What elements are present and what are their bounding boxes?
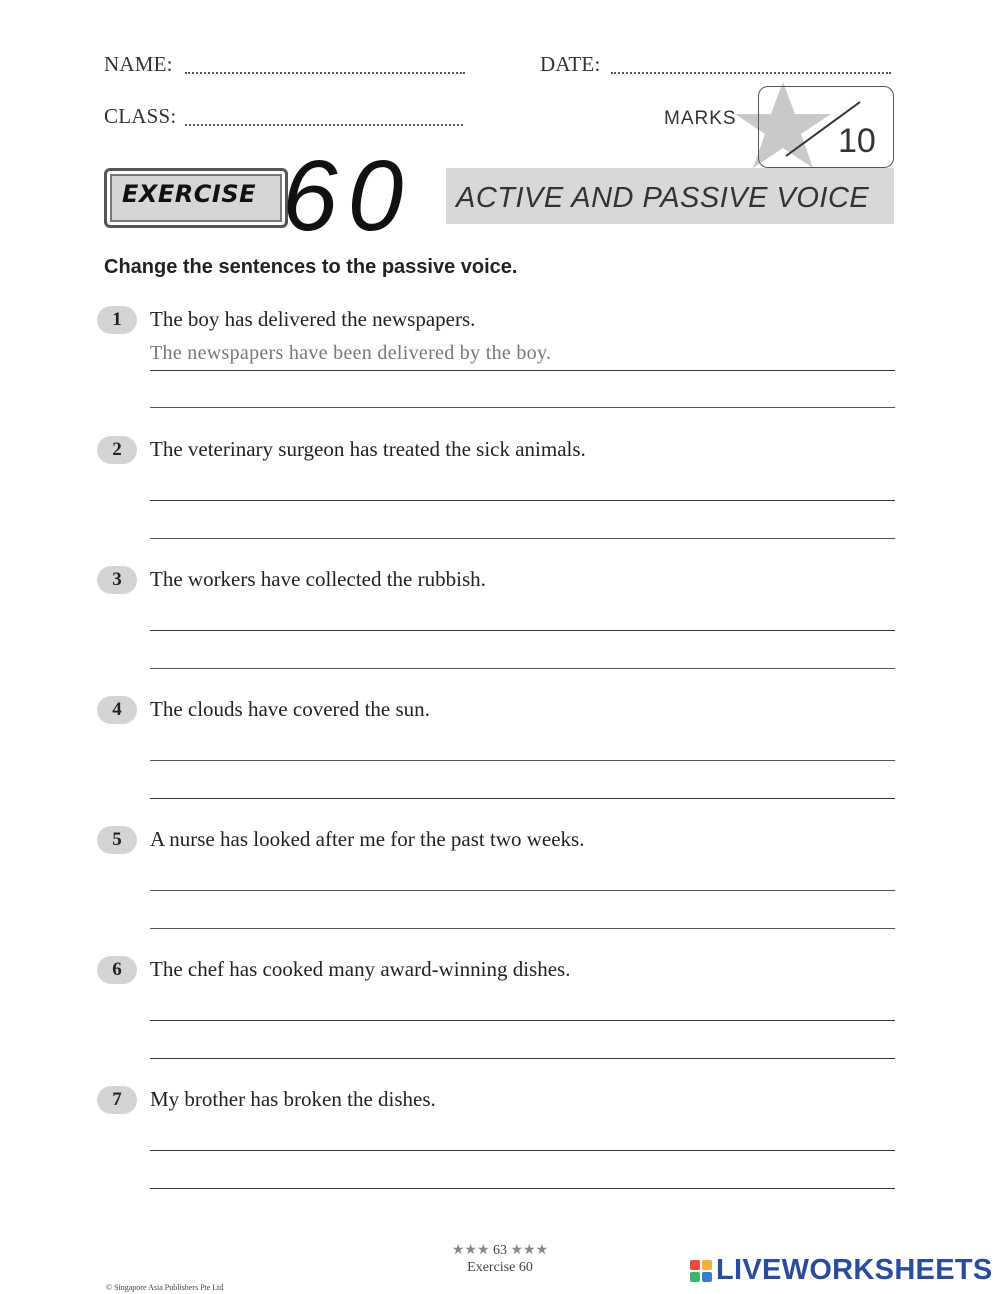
question-number: 1 [97,306,137,334]
name-label: NAME: [104,52,173,76]
question-text: The veterinary surgeon has treated the sick animals. [150,437,586,461]
topic-title: ACTIVE AND PASSIVE VOICE [456,182,870,214]
instruction: Change the sentences to the passive voice. [104,256,518,278]
class-label: CLASS: [104,104,177,128]
page-number: ★★★ 63 ★★★ [451,1243,549,1258]
logo-squares-icon [690,1260,712,1282]
brand-name: LIVEWORKSHEETS [716,1254,993,1286]
date-label: DATE: [540,52,601,76]
question-number: 6 [97,956,137,984]
question-number: 5 [97,826,137,854]
question-text: My brother has broken the dishes. [150,1087,436,1111]
question-number: 2 [97,436,137,464]
class-field[interactable] [185,124,463,126]
question-number: 4 [97,696,137,724]
answer-line[interactable] [150,630,895,631]
copyright: © Singapore Asia Publishers Pte Ltd [106,1283,224,1292]
answer-line[interactable] [150,928,895,929]
question-text: The clouds have covered the sun. [150,697,430,721]
answer-line[interactable] [150,500,895,501]
answer-line[interactable] [150,760,895,761]
answer-line[interactable] [150,1020,895,1021]
date-field[interactable] [611,72,891,74]
answer-line[interactable] [150,890,895,891]
marks-label: MARKS [664,108,737,129]
question-text: The workers have collected the rubbish. [150,567,486,591]
answer-line[interactable] [150,407,895,408]
exercise-word: EXERCISE [122,180,256,208]
exercise-number: 60 [282,140,414,252]
answer-line[interactable] [150,1150,895,1151]
answer-line[interactable] [150,538,895,539]
question-text: A nurse has looked after me for the past two weeks. [150,827,585,851]
liveworksheets-logo[interactable] [690,1254,993,1287]
question-text: The chef has cooked many award-winning dishes. [150,957,571,981]
question-number: 3 [97,566,137,594]
marks-total: 10 [838,122,876,160]
star-icon: ★★★ [507,1243,549,1258]
footer-exercise: Exercise 60 [467,1260,533,1275]
answer-line[interactable] [150,370,895,371]
answer-line[interactable] [150,1188,895,1189]
answer-line[interactable] [150,668,895,669]
answer-line[interactable] [150,1058,895,1059]
answer-text[interactable]: The newspapers have been delivered by the boy. [150,342,552,364]
name-field[interactable] [185,72,465,74]
star-icon: ★★★ [451,1243,493,1258]
question-text: The boy has delivered the newspapers. [150,307,476,331]
answer-line[interactable] [150,798,895,799]
question-number: 7 [97,1086,137,1114]
